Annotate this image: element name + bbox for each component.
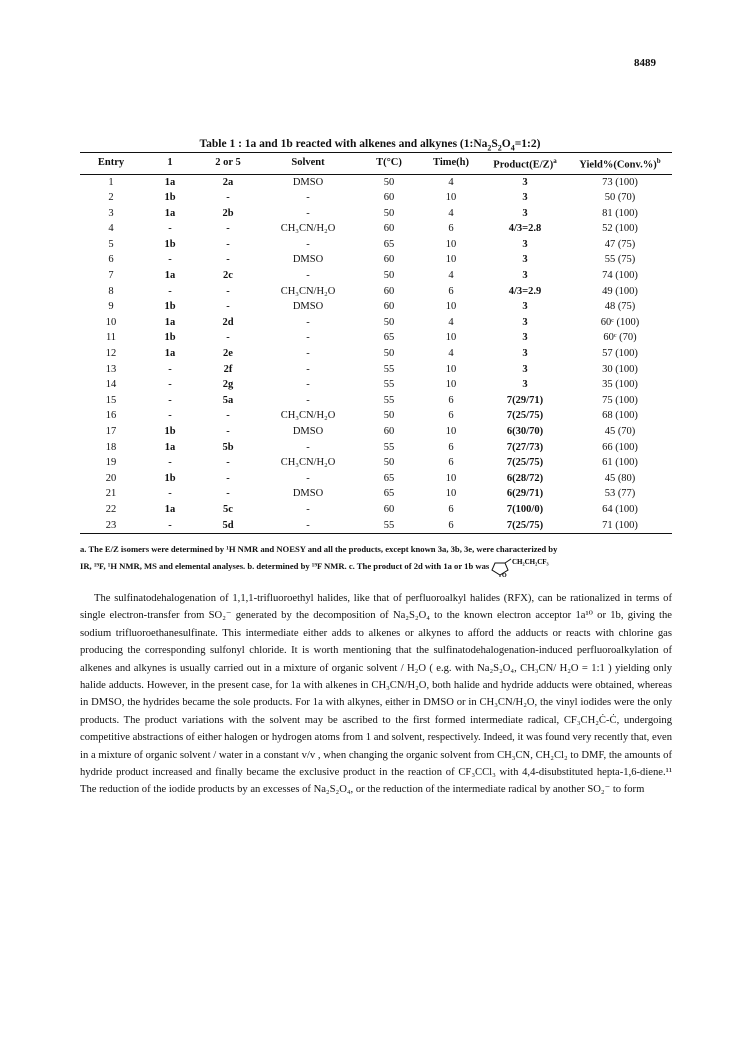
table-row <box>80 408 672 424</box>
table-cell: - <box>306 394 310 406</box>
table-row <box>80 346 672 362</box>
table-row <box>80 190 672 206</box>
table-cell: 15 <box>105 394 117 406</box>
table-cell: 45 (70) <box>604 426 636 437</box>
table-cell: 75 (100) <box>602 394 638 406</box>
table-cell: 3 <box>108 207 114 219</box>
table-cell: 10 <box>445 363 457 375</box>
table-cell: 74 (100) <box>602 270 638 282</box>
table-cell: 11 <box>105 332 117 344</box>
table-row <box>80 486 672 502</box>
page-number: 8489 <box>634 57 656 69</box>
table-cell: 60 <box>383 503 395 515</box>
table-cell: 49 (100) <box>602 285 638 297</box>
table-cell: 50 <box>383 348 395 360</box>
table-cell: 50 <box>383 207 395 219</box>
table-caption: Table 1 : 1a and 1b reacted with alkenes and alkynes $(1:Na_2S_2O_4=1:2)$ <box>199 138 541 153</box>
table-cell: 73 (100) <box>602 176 638 188</box>
table-cell: 3 <box>522 348 528 360</box>
table-cell: 10 <box>445 426 457 437</box>
svg-text:O: O <box>502 573 508 577</box>
table-cell: - <box>306 363 310 375</box>
table-cell: 7(27/73) <box>506 441 544 453</box>
table-cell: - <box>306 379 310 391</box>
table-cell: - <box>168 254 172 266</box>
table-cell: - <box>168 457 172 469</box>
table-cell: 2f <box>223 363 233 375</box>
footnote-line-2: IR, ¹⁹F, ¹H NMR, MS and elemental analyses. b. determined by ¹⁹F NMR. c. The product of 2d with 1a or 1b was CH₂CH₂CF₃ O <box>80 557 672 577</box>
table-cell: - <box>306 192 310 204</box>
table-cell: 1b <box>164 238 176 250</box>
table-cell: 3 <box>522 270 528 282</box>
table-cell: 12 <box>105 348 117 360</box>
table-cell: - <box>226 410 230 422</box>
table-cell: 50 <box>383 270 395 282</box>
table-cell: 71 (100) <box>568 518 672 534</box>
table-cell: 60 <box>383 285 395 297</box>
table-cell: - <box>226 332 230 344</box>
table-cell: 3 <box>522 301 528 313</box>
cyclopentanone-structure <box>491 557 575 577</box>
table-cell: 6(30/70) <box>506 426 544 437</box>
table-cell: 3 <box>522 332 528 344</box>
table-cell: - <box>168 223 172 235</box>
table-cell: - <box>168 285 172 297</box>
table-row <box>80 502 672 518</box>
table-cell: 81 (100) <box>602 207 638 219</box>
table-cell: 65 <box>383 238 395 250</box>
header-time: Time(h) <box>420 153 482 175</box>
table-cell: 68 (100) <box>602 410 638 422</box>
table-cell: 7(100/0) <box>506 503 544 515</box>
table-cell: 1a <box>164 207 176 219</box>
table-cell: 18 <box>105 441 117 453</box>
table-cell: 5b <box>222 441 234 453</box>
table-cell: 2g <box>222 379 234 391</box>
table-cell: 4 <box>448 207 454 219</box>
header-solvent: Solvent <box>258 153 358 175</box>
table-cell: 6(29/71) <box>506 488 544 500</box>
table-cell: 10 <box>445 488 457 500</box>
table-cell: 4 <box>448 270 454 282</box>
table-cell: 6 <box>448 410 454 422</box>
table-cell: 4 <box>108 223 114 235</box>
table-cell: 1a <box>164 348 176 360</box>
table-cell: 7 <box>108 270 114 282</box>
table-cell: - <box>226 301 230 313</box>
table-cell: 1b <box>164 192 176 204</box>
table-cell: DMSO <box>292 254 324 266</box>
table-cell: 19 <box>105 457 117 469</box>
table-cell: - <box>306 472 310 484</box>
table-cell: 66 (100) <box>602 441 638 453</box>
table-cell: 50 <box>383 410 395 422</box>
table-row <box>80 377 672 393</box>
table-cell: DMSO <box>292 176 324 188</box>
table-cell: 6 <box>420 518 482 534</box>
table-cell: 4/3=2.8 <box>508 223 542 235</box>
table-cell: DMSO <box>292 426 324 437</box>
table-cell: 2b <box>222 207 234 219</box>
table-cell: - <box>306 316 310 328</box>
table-cell: - <box>226 488 230 500</box>
table-cell: - <box>168 394 172 406</box>
table-row <box>80 362 672 378</box>
table-cell: - <box>306 348 310 360</box>
table-cell: - <box>226 238 230 250</box>
table-row <box>80 518 672 534</box>
table-cell: 22 <box>105 503 117 515</box>
table-cell: - <box>226 192 230 204</box>
footnote-line-1: a. The E/Z isomers were determined by ¹H NMR and NOESY and all the products, except known 3a, 3b, 3e, were characterized by <box>80 544 558 554</box>
table-cell: 1 <box>108 176 114 188</box>
table-cell: 50 <box>383 457 395 469</box>
table-footnote <box>80 542 672 577</box>
table-cell: 1a <box>164 176 176 188</box>
table-cell: 47 (75) <box>604 238 636 250</box>
table-cell: CH₃CN/H₂O <box>280 410 336 422</box>
table-cell: - <box>168 363 172 375</box>
table-cell: 6 <box>448 503 454 515</box>
table-cell: 2 <box>108 192 114 204</box>
table-cell: 3 <box>522 192 528 204</box>
table-cell: 6(28/72) <box>506 472 544 484</box>
table-cell: 30 (100) <box>602 363 638 375</box>
table-cell: 10 <box>445 238 457 250</box>
table-cell: 21 <box>105 488 117 500</box>
table-cell: 55 <box>383 441 395 453</box>
table-cell: 48 (75) <box>604 301 636 313</box>
table-cell: 23 <box>80 518 142 534</box>
table-cell: 4/3=2.9 <box>508 285 542 297</box>
header-product: $Product(E/Z)^a$ <box>482 153 568 175</box>
table-cell: 6 <box>448 394 454 406</box>
table-cell: 7(25/75) <box>482 518 568 534</box>
table-cell: 14 <box>105 379 117 391</box>
table-cell: 6 <box>448 285 454 297</box>
table-cell: 7(25/75) <box>506 410 544 422</box>
table-row <box>80 440 672 456</box>
table-row <box>80 268 672 284</box>
svg-text:CH₂CH₂CF₃: CH₂CH₂CF₃ <box>512 558 550 566</box>
table-cell: 3 <box>522 316 528 328</box>
table-cell: - <box>226 223 230 235</box>
table-cell: 60 <box>383 223 395 235</box>
table-cell: - <box>226 426 230 437</box>
table-cell: 3 <box>522 238 528 250</box>
table-cell: 61 (100) <box>602 457 638 469</box>
table-cell: 3 <box>522 254 528 266</box>
table-row <box>80 315 672 331</box>
table-cell: 7(25/75) <box>506 457 544 469</box>
table-cell: 1a <box>164 270 176 282</box>
table-cell: CH₃CN/H₂O <box>280 457 336 469</box>
table-cell: 55 <box>383 394 395 406</box>
body-text <box>80 590 672 799</box>
table-cell: 60ᶜ (100) <box>600 316 640 328</box>
table-cell: 55 <box>383 379 395 391</box>
table-cell: 52 (100) <box>602 223 638 235</box>
table-cell: 1a <box>164 441 176 453</box>
header-temperature: T(°C) <box>358 153 420 175</box>
table-cell: 4 <box>448 176 454 188</box>
table-cell: 1b <box>164 472 176 484</box>
table-row <box>80 174 672 190</box>
table-cell: - <box>142 518 198 534</box>
table-cell: - <box>306 441 310 453</box>
table-cell: 17 <box>105 426 117 437</box>
table-cell: 57 (100) <box>602 348 638 360</box>
table-cell: - <box>226 472 230 484</box>
table-cell: 60 <box>383 426 395 437</box>
table-cell: 10 <box>445 254 457 266</box>
table-cell: - <box>226 457 230 469</box>
table-cell: 65 <box>383 488 395 500</box>
body-paragraph: The sulfinatodehalogenation of 1,1,1-trifluoroethyl halides, like that of perfluoroalkyl halides (RFX), can be rationalized in terms of single electron-transfer from SO₂⁻ generated by the decomposition of Na₂S₂O₄ to the known electron acceptor 1a¹⁰ or 1b, giving the sodium trifluoroethanesulfinate. This intermediate either adds to alkenes or alkynes to afford the adducts or reacts with chlorine gas producing the corresponding sulfonyl chloride. It is worth mentioning that the sulfinatodehalogenation-induced perfluoroalkylation of alkenes and alkynes is usually carried out in a mixture of organic solvent / H₂O ( e.g. with Na₂S₂O₄, CH₃CN/ H₂O = 1:1 ) yielding only halide adducts. However, in the present case, for 1a with alkenes in CH₃CN/H₂O, both halide and hydride adducts were obtained, whereas in DMSO, the hydrides became the sole products. For 1a with alkynes, either in DMSO or in CH₃CN/H₂O, the vinyl iodides were the only products. The product variations with the solvent may be ascribed to the first formed intermediate radical, CF₃CH₂Ċ-Ċ, undergoing competitive abstractions of either halogen or hydrogen atoms from 1 and solvent, respectively. Indeed, it was found very recently that, even in a mixture of organic solvent / water in a constant v/v , when changing the organic solvent from CH₃CN, CH₂Cl₂ to DMF, the amounts of hydride product increased and finally became the exclusive product in the reaction of CF₃CCl₃ with 4,4-disubstituted hepta-1,6-diene.¹¹ The reduction of the iodide products by an excesses of Na₂S₂O₄, or the reduction of the intermediate radical by another SO₂⁻ to form <box>80 593 672 796</box>
header-entry: Entry <box>80 153 142 175</box>
table-cell: 6 <box>448 457 454 469</box>
table-row <box>80 424 672 440</box>
header-1: 1 <box>142 153 198 175</box>
table-cell: 60 <box>383 254 395 266</box>
table-row <box>80 393 672 409</box>
table-cell: 60 <box>383 301 395 313</box>
table-body <box>80 174 672 534</box>
table-cell: 7(29/71) <box>506 394 544 406</box>
table-cell: 50 <box>383 176 395 188</box>
table-cell: 35 (100) <box>602 379 638 391</box>
table-cell: 45 (80) <box>604 472 636 484</box>
table-cell: 65 <box>383 472 395 484</box>
table-cell: 4 <box>448 316 454 328</box>
table-cell: 3 <box>522 363 528 375</box>
table-cell: 10 <box>105 316 117 328</box>
table-cell: 10 <box>445 379 457 391</box>
table-row <box>80 455 672 471</box>
table-cell: 3 <box>522 379 528 391</box>
table-cell: 1a <box>164 503 176 515</box>
table-cell: - <box>168 379 172 391</box>
table-cell: 1b <box>164 426 176 437</box>
table-cell: - <box>226 254 230 266</box>
table-cell: 8 <box>108 285 114 297</box>
table-cell: 5 <box>108 238 114 250</box>
table-cell: 2e <box>223 348 233 360</box>
table-cell: 64 (100) <box>602 503 638 515</box>
table-cell: 6 <box>448 441 454 453</box>
table-cell: 60 <box>383 192 395 204</box>
table-cell: CH₃CN/H₂O <box>280 223 336 235</box>
table-row <box>80 237 672 253</box>
table-cell: 65 <box>383 332 395 344</box>
table-cell: 50 (70) <box>604 192 636 204</box>
table-cell: 16 <box>105 410 117 422</box>
table-cell: - <box>258 518 358 534</box>
table-cell: 53 (77) <box>604 488 636 500</box>
table-cell: 5c <box>223 503 233 515</box>
table-cell: 6 <box>108 254 114 266</box>
table-cell: 20 <box>105 472 117 484</box>
table-cell: 1b <box>164 332 176 344</box>
table-cell: 9 <box>108 301 114 313</box>
table-cell: 55 <box>383 363 395 375</box>
header-yield: Yield%(Conv.%)$^b$ <box>568 153 672 175</box>
table-cell: 55 <box>358 518 420 534</box>
table-cell: 50 <box>383 316 395 328</box>
table-cell: 55 (75) <box>604 254 636 266</box>
table-cell: 10 <box>445 301 457 313</box>
table-row <box>80 206 672 222</box>
table-cell: 2a <box>222 176 234 188</box>
table-cell: 2c <box>223 270 233 282</box>
table-cell: - <box>226 285 230 297</box>
table-cell: - <box>306 332 310 344</box>
table-cell: DMSO <box>292 301 324 313</box>
table-cell: 5d <box>198 518 258 534</box>
table-row <box>80 221 672 237</box>
results-table <box>80 152 672 534</box>
table-row <box>80 471 672 487</box>
table-row <box>80 299 672 315</box>
table-cell: - <box>306 207 310 219</box>
table-cell: 6 <box>448 223 454 235</box>
table-cell: 3 <box>522 176 528 188</box>
table-row <box>80 330 672 346</box>
table-cell: 2d <box>222 316 234 328</box>
table-cell: 1b <box>164 301 176 313</box>
table-cell: - <box>306 503 310 515</box>
table-cell: 60ᶜ (70) <box>603 332 637 344</box>
table-cell: 10 <box>445 192 457 204</box>
table-cell: - <box>168 488 172 500</box>
table-cell: 3 <box>522 207 528 219</box>
table-cell: 1a <box>164 316 176 328</box>
header-2-or-5: 2 or 5 <box>198 153 258 175</box>
table-cell: 10 <box>445 472 457 484</box>
table-cell: - <box>306 238 310 250</box>
table-cell: 10 <box>445 332 457 344</box>
table-cell: - <box>306 270 310 282</box>
table-cell: 4 <box>448 348 454 360</box>
table-cell: 13 <box>105 363 117 375</box>
table-row <box>80 252 672 268</box>
table-cell: DMSO <box>292 488 324 500</box>
table-cell: - <box>168 410 172 422</box>
table-cell: 5a <box>222 394 234 406</box>
table-row <box>80 284 672 300</box>
table-cell: CH₃CN/H₂O <box>280 285 336 297</box>
table-header-row <box>80 153 672 175</box>
